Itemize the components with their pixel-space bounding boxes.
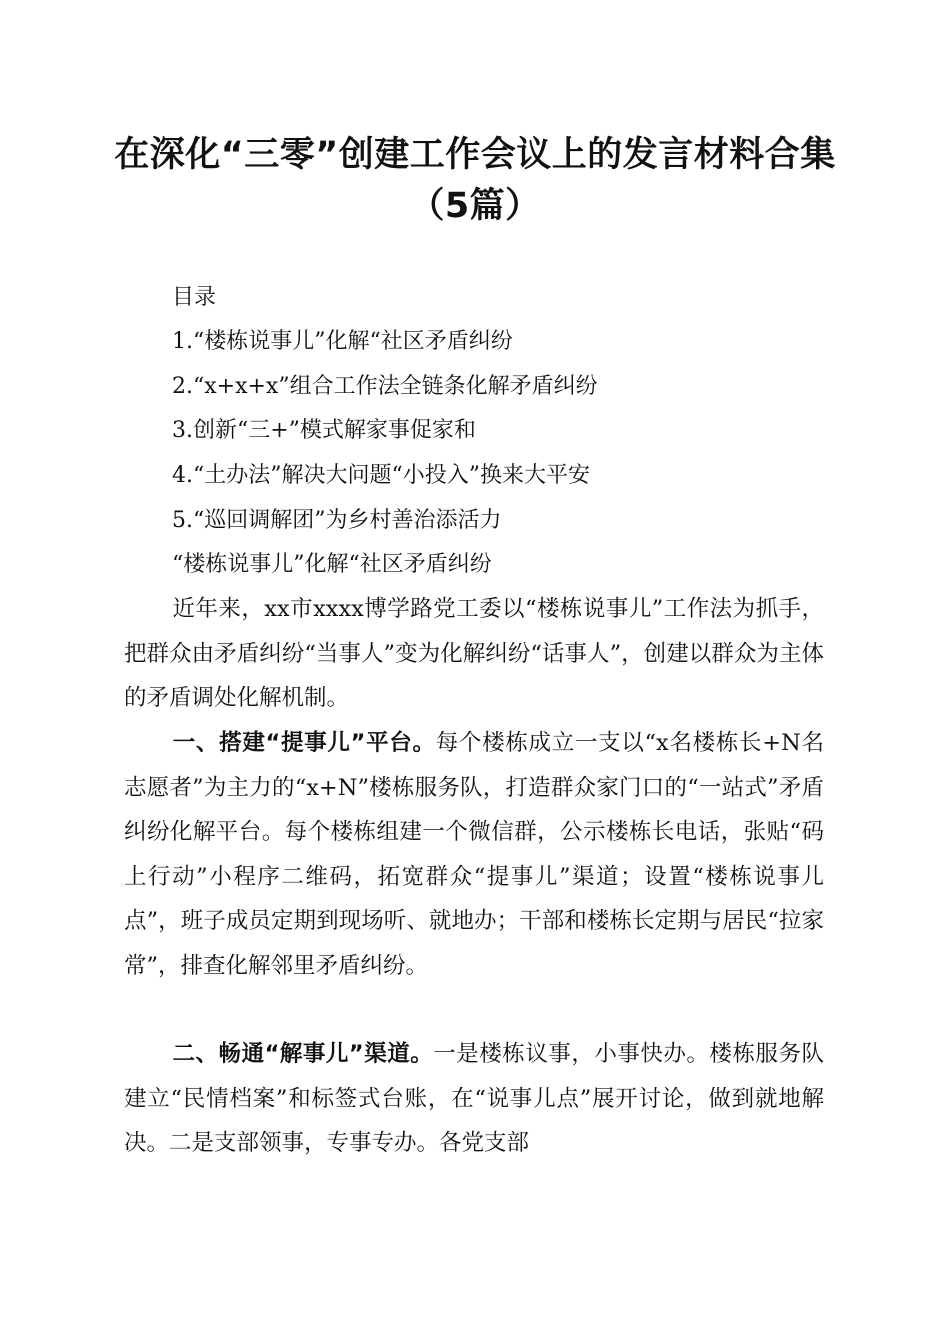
toc-item-5: 5.“巡回调解团”为乡村善治添活力 xyxy=(172,508,502,533)
point-body-2: 一是楼栋议事，小事快办。楼栋服务队建立“民情档案”和标签式台账，在“说事儿点”展开讨论，做到就地解决。二是支部领事，专事专办。各党支部 xyxy=(124,1041,824,1156)
section-title: “楼栋说事儿”化解“社区矛盾纠纷 xyxy=(172,552,492,577)
toc-item-4: 4.“土办法”解决大问题“小投入”换来大平安 xyxy=(172,463,590,488)
point-paragraph-1 xyxy=(124,721,824,988)
point-body-1: 每个楼栋成立一支以“x名楼栋长+N名志愿者”为主力的“x+N”楼栋服务队，打造群众家门口的“一站式”矛盾纠纷化解平台。每个楼栋组建一个微信群，公示楼栋长电话，张贴“码上行动”小程序二维码，拓宽群众“提事儿”渠道；设置“楼栋说事儿点”，班子成员定期到现场听、就地办；干部和楼栋长定期与居民“拉家常”，排查化解邻里矛盾纠纷。 xyxy=(124,730,824,979)
document-title: 在深化“三零”创建工作会议上的发言材料合集（5篇） xyxy=(114,135,836,226)
toc-heading: 目录 xyxy=(172,285,217,310)
intro-paragraph xyxy=(124,587,824,721)
point-heading-1: 一、搭建“提事儿”平台。 xyxy=(172,730,436,756)
toc-item-2: 2.“x+x+x”组合工作法全链条化解矛盾纠纷 xyxy=(172,374,598,399)
toc-item-1: 1.“楼栋说事儿”化解“社区矛盾纠纷 xyxy=(172,329,513,354)
point-paragraph-2 xyxy=(124,1032,824,1166)
toc-item-3: 3.创新“三+”模式解家事促家和 xyxy=(172,418,476,443)
point-heading-2: 二、畅通“解事儿”渠道。 xyxy=(172,1041,434,1067)
intro-text: 近年来，xx市xxxx博学路党工委以“楼栋说事儿”工作法为抓手，把群众由矛盾纠纷“当事人”变为化解纠纷“话事人”，创建以群众为主体的矛盾调处化解机制。 xyxy=(124,596,824,711)
